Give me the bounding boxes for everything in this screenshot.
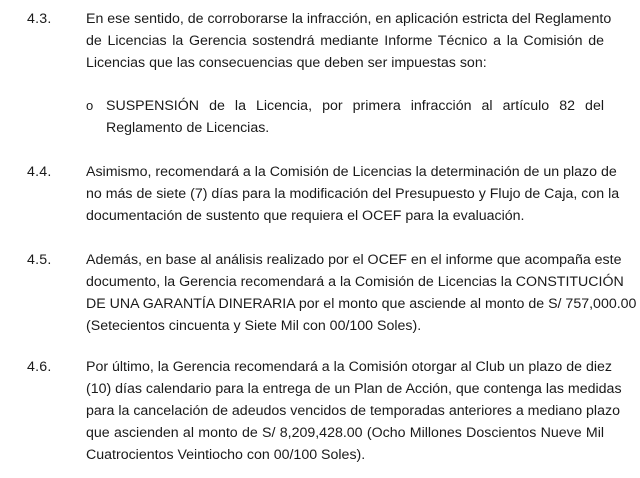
text-line: Además, en base al análisis realizado por el OCEF en el informe que acompaña este — [86, 252, 622, 268]
text-line: (10) días calendario para la entrega de un Plan de Acción, que contenga las medidas — [86, 381, 622, 397]
paragraph-text — [86, 249, 637, 337]
paragraph-number: 4.5. — [27, 252, 52, 268]
bullet-text — [106, 95, 604, 139]
paragraph-text — [86, 356, 622, 466]
bullet-marker: o — [86, 98, 94, 113]
paragraph-number: 4.3. — [27, 11, 52, 27]
text-line: (Setecientos cincuenta y Siete Mil con 00/100 Soles). — [86, 318, 422, 334]
paragraph-number: 4.4. — [27, 164, 52, 180]
text-line: no más de siete (7) días para la modificación del Presupuesto y Flujo de Caja, con la — [86, 186, 620, 202]
paragraph-number: 4.6. — [27, 359, 52, 375]
text-line: que ascienden al monto de S/ 8,209,428.00 (Ocho Millones Doscientos Nueve Mil — [86, 425, 604, 441]
text-line: documentación de sustento que requiera el OCEF para la evaluación. — [86, 208, 525, 224]
text-line: Licencias que las consecuencias que deben ser impuestas son: — [86, 55, 487, 71]
text-line: Reglamento de Licencias. — [106, 120, 270, 136]
text-line: de Licencias la Gerencia sostendrá mediante Informe Técnico a la Comisión de — [86, 33, 604, 49]
text-line: SUSPENSIÓN de la Licencia, por primera infracción al artículo 82 del — [106, 98, 604, 114]
paragraph-text — [86, 8, 612, 74]
text-line: para la cancelación de adeudos vencidos de temporadas anteriores a mediano plazo — [86, 403, 620, 419]
text-line: En ese sentido, de corroborarse la infracción, en aplicación estricta del Reglamento — [86, 11, 612, 27]
text-line: Cuatrocientos Veintiocho con 00/100 Soles). — [86, 447, 366, 463]
text-line: documento, la Gerencia recomendará a la Comisión de Licencias la CONSTITUCIÓN — [86, 274, 624, 290]
text-line: Asimismo, recomendará a la Comisión de Licencias la determinación de un plazo de — [86, 164, 617, 180]
text-line: DE UNA GARANTÍA DINERARIA por el monto que asciende al monto de S/ 757,000.00 — [86, 296, 637, 312]
paragraph-text — [86, 161, 620, 227]
text-line: Por último, la Gerencia recomendará a la Comisión otorgar al Club un plazo de diez — [86, 359, 612, 375]
